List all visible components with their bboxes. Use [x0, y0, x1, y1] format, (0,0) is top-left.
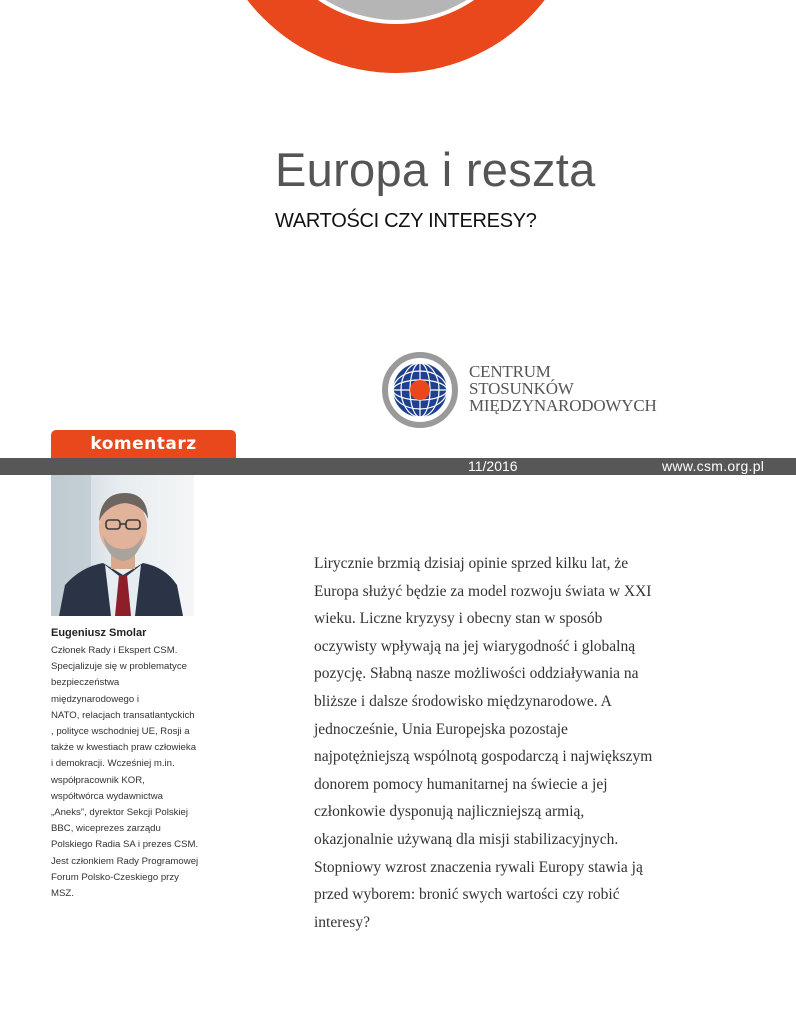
bio-line: bezpieczeństwa — [51, 677, 120, 689]
article-line: donorem pomocy humanitarnej na świecie a jej — [314, 775, 608, 793]
issue-number: 11/2016 — [468, 458, 518, 474]
bio-line: Forum Polsko-Czeskiego przy — [51, 871, 179, 883]
author-name: Eugeniusz Smolar — [51, 627, 147, 639]
logo-line: CENTRUM — [469, 362, 551, 381]
bio-line: współtwórca wydawnictwa — [51, 790, 163, 802]
page-subtitle: WARTOŚCI CZY INTERESY? — [275, 210, 537, 232]
article-line: okazjonalnie używaną dla misji stabilizacyjnych. — [314, 830, 619, 848]
article-line: Stopniowy wzrost znaczenia rywali Europy stawia ją — [314, 858, 643, 876]
bio-line: Specjalizuje się w problematyce — [51, 661, 187, 673]
globe-logo-icon — [382, 352, 458, 428]
bio-line: MSZ. — [51, 888, 74, 900]
article-line: jednocześnie, Unia Europejska pozostaje — [314, 720, 568, 738]
logo-line: MIĘDZYNARODOWYCH — [469, 396, 657, 415]
bio-line: Jest członkiem Rady Programowej — [51, 855, 199, 867]
bio-line: międzynarodowego i — [51, 693, 139, 705]
article-line: przed wyborem: bronić swych wartości czy robić — [314, 886, 620, 904]
bio-line: Polskiego Radia SA i prezes CSM. — [51, 839, 199, 851]
article-line: najpotężniejszą wspólnotą gospodarczą i największym — [314, 748, 653, 766]
decorative-header-arc — [0, 0, 796, 90]
article-line: Lirycznie brzmią dzisiaj opinie sprzed kilku lat, że — [314, 555, 629, 572]
article-line: wieku. Liczne kryzysy i obecny stan w sposób — [314, 610, 603, 628]
website-link[interactable]: www.csm.org.pl — [662, 458, 765, 474]
bio-line: Członek Rady i Ekspert CSM. — [51, 645, 178, 656]
article-line: oczywisty wpływają na jej wiarygodność i globalną — [314, 637, 636, 655]
article-line: interesy? — [314, 913, 370, 931]
author-photo — [51, 475, 194, 616]
logo-line: STOSUNKÓW — [469, 379, 574, 398]
article-body — [314, 550, 654, 936]
article-line: pozycję. Słabną nasze możliwości oddziaływania na — [314, 665, 639, 683]
author-bio — [51, 643, 211, 902]
section-tab: komentarz — [51, 430, 236, 458]
article-line: bliższe i dalsze środowisko międzynarodowe. A — [314, 692, 612, 710]
bio-line: , polityce wschodniej UE, Rosji a — [51, 726, 190, 738]
article-line: członkowie dysponują najliczniejszą armią, — [314, 803, 585, 821]
bio-line: NATO, relacjach transatlantyckich — [51, 709, 195, 721]
bio-line: i demokracji. Wcześniej m.in. — [51, 758, 175, 770]
page-title: Europa i reszta — [275, 143, 596, 196]
article-line: Europa służyć będzie za model rozwoju świata w XXI — [314, 582, 652, 600]
bio-line: BBC, wiceprezes zarządu — [51, 823, 161, 835]
bio-line: także w kwestiach praw człowieka — [51, 742, 197, 754]
bio-line: „Aneks”, dyrektor Sekcji Polskiej — [51, 807, 189, 819]
bio-line: współpracownik KOR, — [51, 774, 145, 786]
logo-wordmark — [469, 363, 669, 414]
